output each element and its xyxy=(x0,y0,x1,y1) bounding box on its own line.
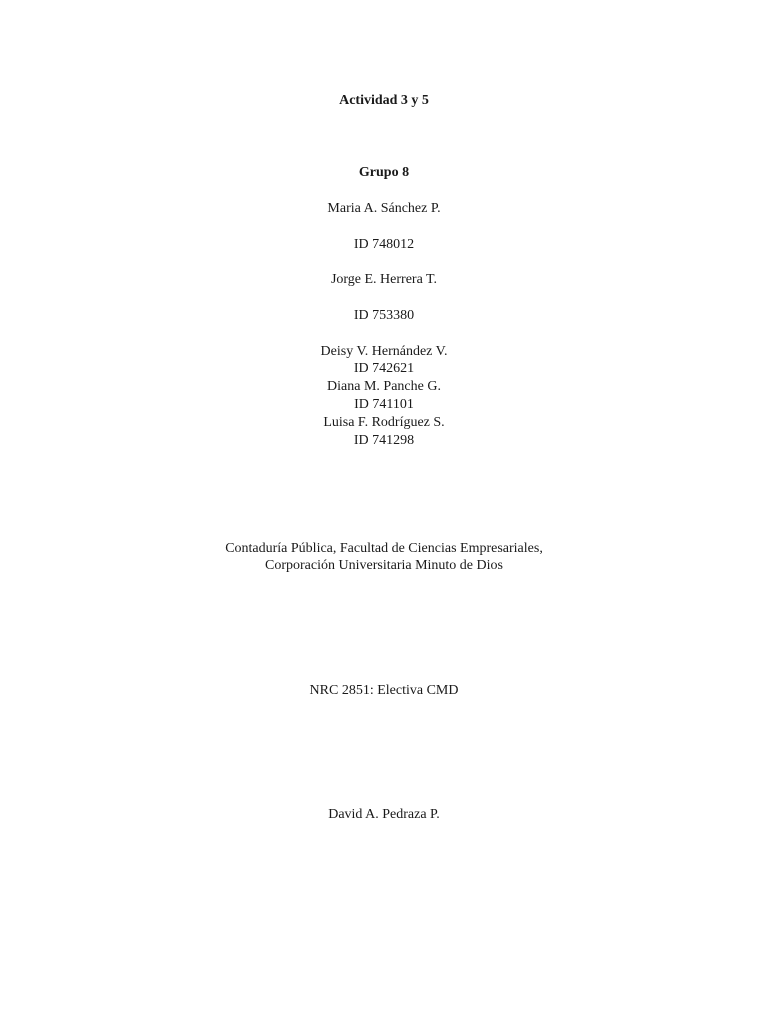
member-id: ID 741101 xyxy=(354,397,414,412)
member-name: Jorge E. Herrera T. xyxy=(330,272,438,287)
member-id: ID 742621 xyxy=(353,361,415,376)
group-label: Grupo 8 xyxy=(358,165,410,180)
member-name: Diana M. Panche G. xyxy=(327,379,441,394)
document-title: Actividad 3 y 5 xyxy=(339,93,429,108)
member-name: Luisa F. Rodríguez S. xyxy=(323,415,445,430)
institution-line: Contaduría Pública, Facultad de Ciencias Empresariales, xyxy=(225,541,543,556)
instructor-name: David A. Pedraza P. xyxy=(328,807,440,822)
course-label: NRC 2851: Electiva CMD xyxy=(309,683,459,698)
member-name: Maria A. Sánchez P. xyxy=(327,201,441,216)
member-id: ID 753380 xyxy=(353,308,415,323)
member-name: Deisy V. Hernández V. xyxy=(320,344,448,359)
institution-line: Corporación Universitaria Minuto de Dios xyxy=(265,558,503,573)
member-id: ID 741298 xyxy=(353,433,415,448)
member-id: ID 748012 xyxy=(353,237,415,252)
